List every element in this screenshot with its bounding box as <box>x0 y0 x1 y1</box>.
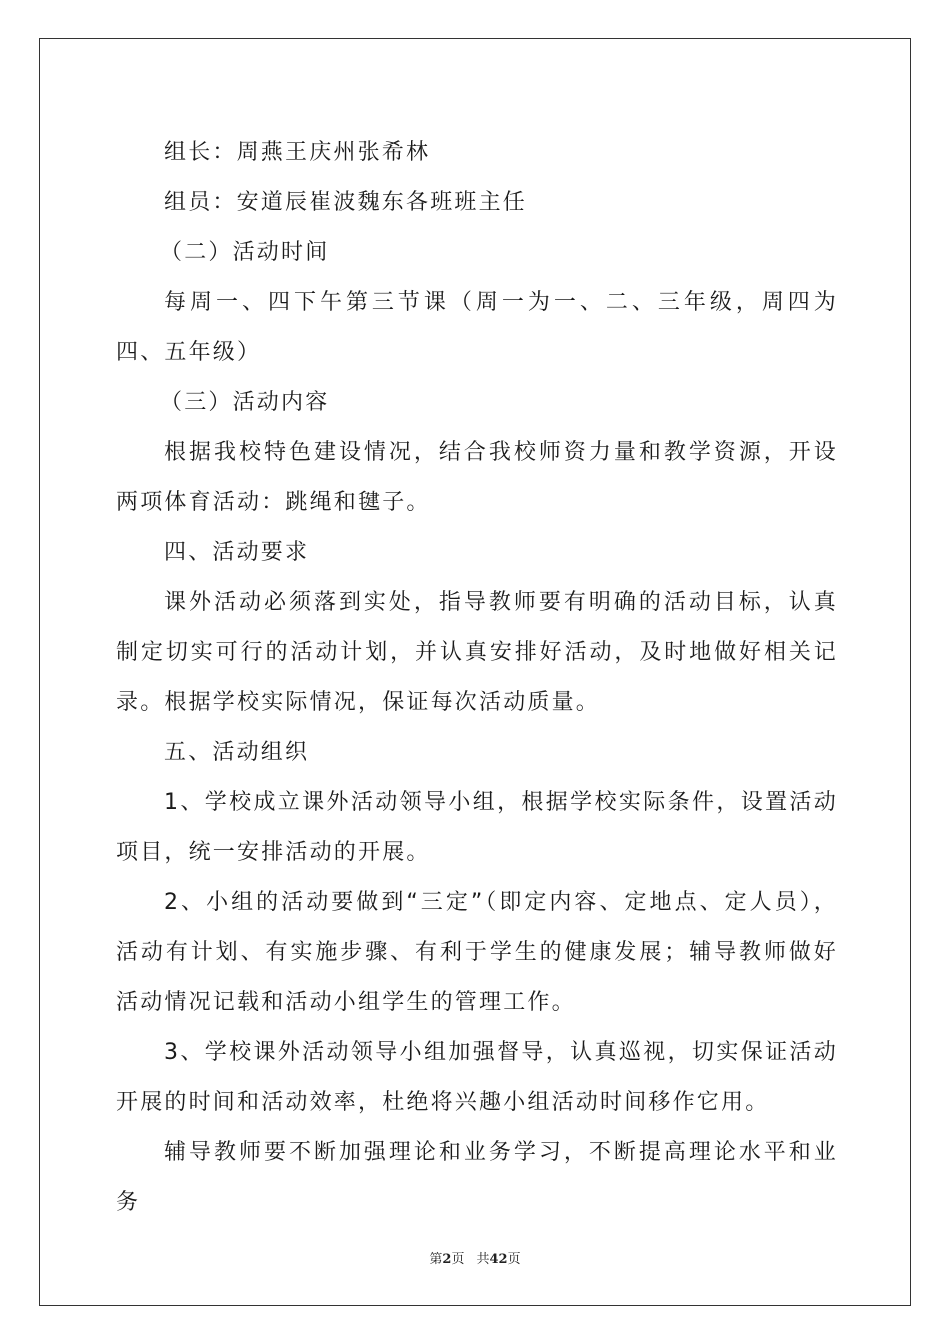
total-prefix: 共 <box>476 1252 490 1267</box>
heading-activity-organization: 五、活动组织 <box>164 740 310 765</box>
page-suffix: 页 <box>451 1252 465 1267</box>
heading-activity-content: （三）活动内容 <box>160 390 330 415</box>
page-number: 2 <box>442 1252 452 1267</box>
paragraph-organization-1: 1、学校成立课外活动领导小组，根据学校实际条件，设置活动项目，统一安排活动的开展。 <box>116 790 838 865</box>
document-body <box>116 128 838 1228</box>
paragraph-members: 组员：安道辰崔波魏东各班班主任 <box>164 190 528 215</box>
paragraph-organization-3: 3、学校课外活动领导小组加强督导，认真巡视，切实保证活动开展的时间和活动效率，杜绝将兴趣小组活动时间移作它用。 <box>116 1040 838 1115</box>
total-pages: 42 <box>489 1252 508 1267</box>
paragraph-organization-2: 2、小组的活动要做到“三定”（即定内容、定地点、定人员），活动有计划、有实施步骤、有利于学生的健康发展；辅导教师做好活动情况记载和活动小组学生的管理工作。 <box>116 890 838 1015</box>
paragraph-activity-time: 每周一、四下午第三节课（周一为一、二、三年级，周四为四、五年级） <box>116 290 838 365</box>
paragraph-activity-requirements: 课外活动必须落到实处，指导教师要有明确的活动目标，认真制定切实可行的活动计划，并认真安排好活动，及时地做好相关记录。根据学校实际情况，保证每次活动质量。 <box>116 590 838 715</box>
page-prefix: 第 <box>429 1252 443 1267</box>
total-suffix: 页 <box>507 1252 521 1267</box>
page-footer <box>0 1248 950 1267</box>
paragraph-leader: 组长：周燕王庆州张希林 <box>164 140 431 165</box>
paragraph-activity-content: 根据我校特色建设情况，结合我校师资力量和教学资源，开设两项体育活动：跳绳和毽子。 <box>116 440 838 515</box>
heading-activity-requirements: 四、活动要求 <box>164 540 310 565</box>
heading-activity-time: （二）活动时间 <box>160 240 330 265</box>
paragraph-teachers: 辅导教师要不断加强理论和业务学习，不断提高理论水平和业务 <box>116 1140 838 1215</box>
